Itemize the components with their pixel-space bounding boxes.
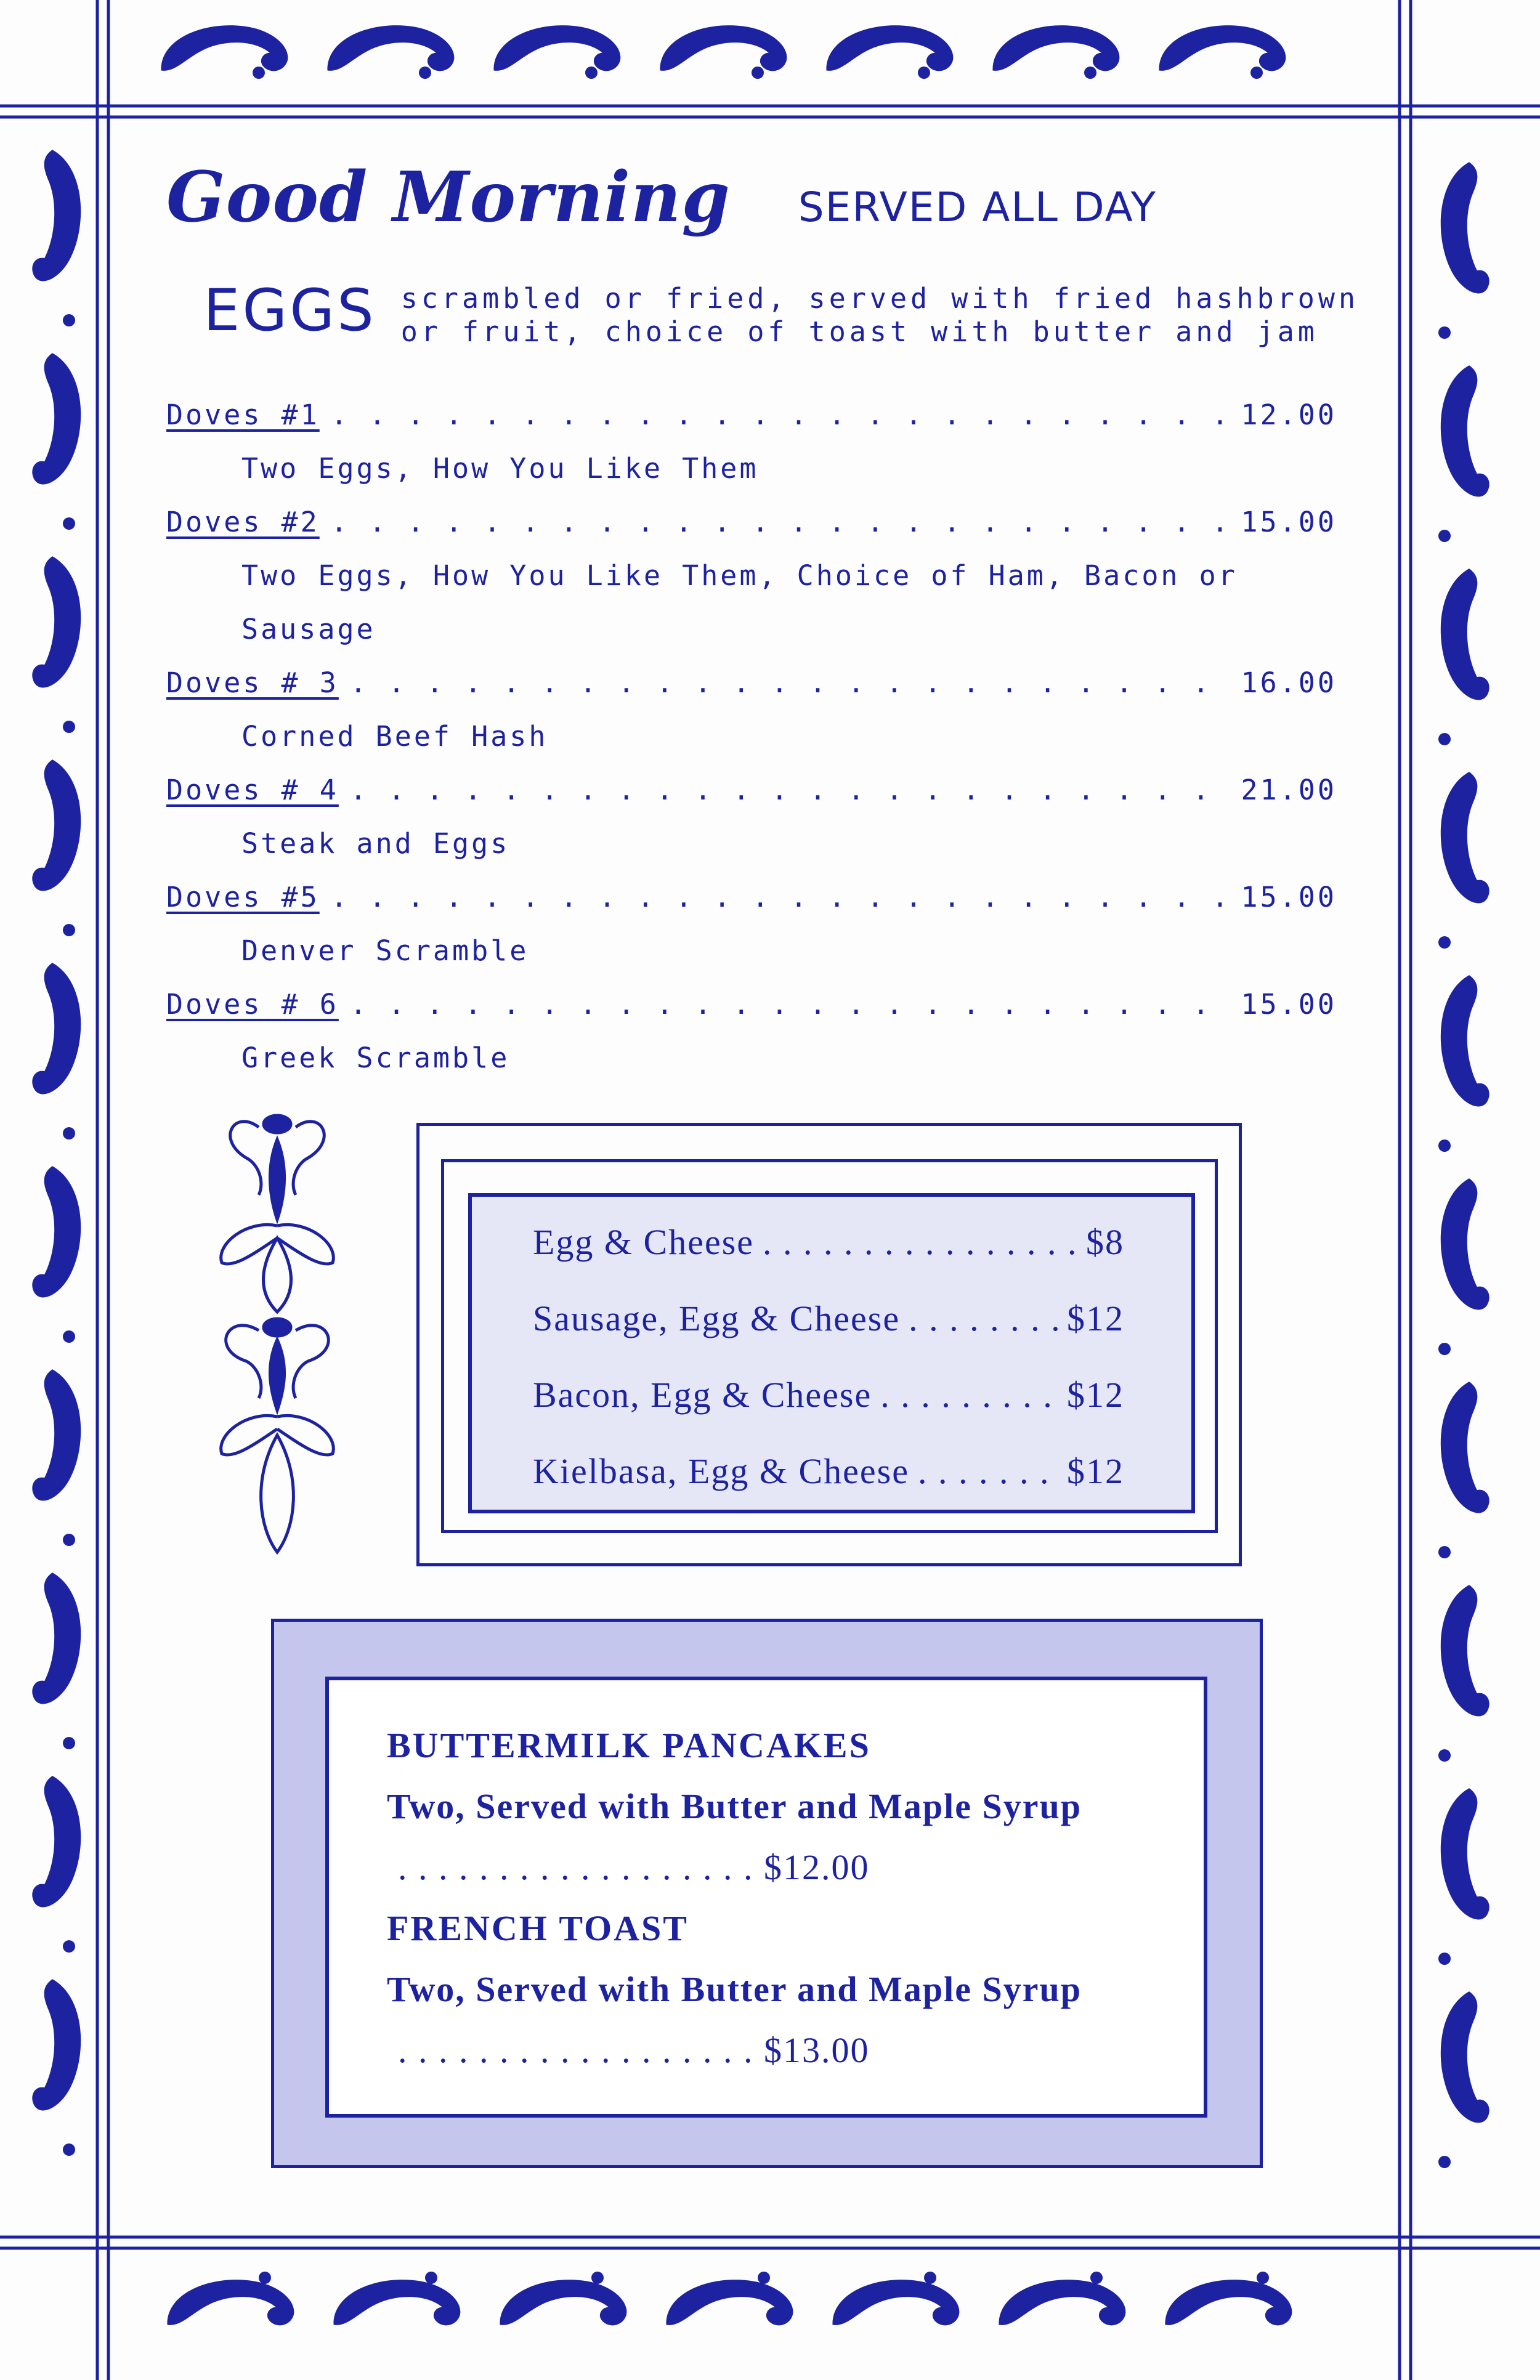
sandwich-price: $8 — [1086, 1222, 1124, 1262]
menu-item — [166, 763, 1337, 870]
sandwich-item — [533, 1433, 1124, 1510]
sandwich-price: $12 — [1067, 1451, 1124, 1491]
dot-leader — [918, 1433, 1058, 1510]
menu-item-description: Two Eggs, How You Like Them — [241, 452, 759, 485]
griddle-item-description: Two, Served with Butter and Maple Syrup — [387, 1969, 1082, 2009]
menu-item-name: Doves # 4 — [166, 774, 339, 806]
eggs-description-line: or fruit, choice of toast with butter and jam — [400, 315, 1318, 348]
dot-leader — [331, 870, 1230, 924]
page-title: Good Morning — [166, 157, 731, 238]
eggs-menu-list — [166, 388, 1337, 1085]
menu-item-price: 16.00 — [1241, 666, 1337, 699]
menu-item-description: Denver Scramble — [241, 934, 529, 967]
dot-leader — [350, 763, 1230, 817]
menu-item-price: 12.00 — [1241, 399, 1337, 431]
eggs-description-line: scrambled or fried, served with fried hashbrown — [400, 282, 1360, 315]
dot-leader — [880, 1357, 1058, 1433]
sandwich-item — [533, 1281, 1124, 1357]
menu-item — [166, 977, 1337, 1085]
menu-item-description: Corned Beef Hash — [241, 720, 548, 753]
sandwich-item — [533, 1204, 1124, 1281]
griddle-item-price: . . . . . . . . . . . . . . . . . . $12.00 — [398, 1847, 870, 1887]
header — [166, 157, 1157, 249]
dot-leader — [331, 388, 1230, 442]
menu-item-description: Steak and Eggs — [241, 827, 510, 860]
menu-item-price: 15.00 — [1241, 881, 1337, 913]
menu-item-name: Doves #2 — [166, 506, 320, 538]
menu-item-description: Two Eggs, How You Like Them, Choice of Ham, Bacon or Sausage — [241, 559, 1238, 646]
eggs-description — [401, 282, 1359, 349]
menu-item — [166, 495, 1337, 656]
dot-leader — [331, 495, 1230, 549]
sandwich-list — [533, 1204, 1124, 1510]
griddle-item-description: Two, Served with Butter and Maple Syrup — [387, 1786, 1082, 1826]
menu-item-name: Doves # 6 — [166, 988, 339, 1021]
eggs-section-header — [203, 277, 1360, 349]
dot-leader — [350, 656, 1230, 710]
sandwich-name: Bacon, Egg & Cheese — [533, 1375, 872, 1415]
menu-item-name: Doves #5 — [166, 881, 320, 913]
dot-leader — [350, 977, 1230, 1031]
menu-item-name: Doves #1 — [166, 399, 320, 431]
menu-item-description: Greek Scramble — [241, 1042, 510, 1074]
dot-leader — [909, 1281, 1058, 1357]
sandwich-price: $12 — [1067, 1298, 1124, 1338]
menu-item — [166, 870, 1337, 977]
griddle-item — [387, 1898, 1188, 2081]
griddle-item — [387, 1715, 1188, 1898]
menu-item — [166, 656, 1337, 763]
menu-item-name: Doves # 3 — [166, 666, 339, 699]
griddle-item-name: BUTTERMILK PANCAKES — [387, 1725, 871, 1765]
page-subtitle: SERVED ALL DAY — [798, 184, 1157, 231]
sandwich-item — [533, 1357, 1124, 1433]
menu-item-price: 15.00 — [1241, 988, 1337, 1021]
griddle-item-price: . . . . . . . . . . . . . . . . . . $13.00 — [398, 2030, 870, 2070]
menu-item-price: 21.00 — [1241, 774, 1337, 806]
dot-leader — [763, 1204, 1077, 1281]
sandwich-name: Sausage, Egg & Cheese — [533, 1298, 901, 1338]
griddle-list — [387, 1715, 1188, 2081]
section-title-eggs: EGGS — [203, 277, 376, 344]
griddle-item-name: FRENCH TOAST — [387, 1908, 689, 1948]
sandwich-price: $12 — [1067, 1375, 1124, 1415]
sandwich-name: Egg & Cheese — [533, 1222, 755, 1262]
menu-item-price: 15.00 — [1241, 506, 1337, 538]
sandwich-name: Kielbasa, Egg & Cheese — [533, 1451, 909, 1491]
menu-item — [166, 388, 1337, 495]
